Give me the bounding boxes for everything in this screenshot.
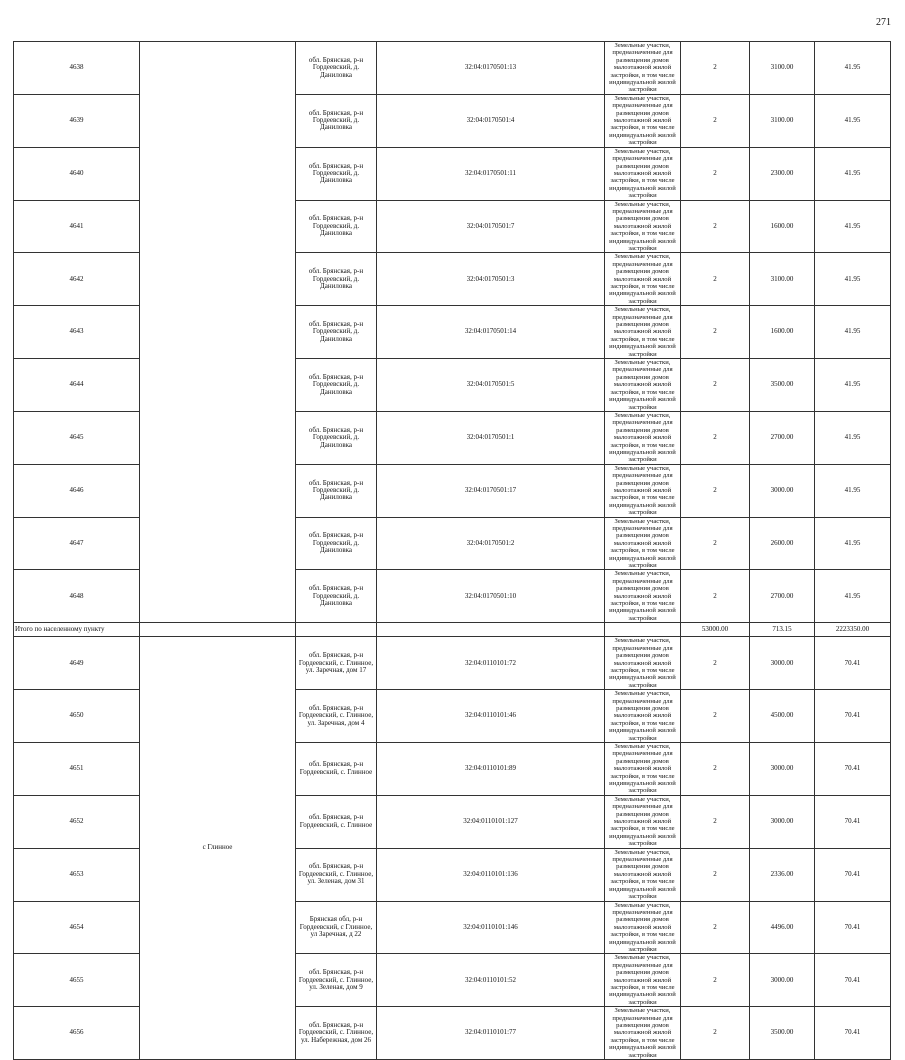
cadastral-number: 32:04:0110101:52 — [377, 954, 605, 1007]
cadastral-number: 32:04:0110101:72 — [377, 637, 605, 690]
cadastral-number: 32:04:0170501:1 — [377, 411, 605, 464]
total-empty-cell — [296, 623, 377, 637]
land-use-cell: Земельные участки, предназначенные для размещения домов малоэтажной жилой застройки, в том числе индивидуальной жилой застройки — [605, 570, 681, 623]
land-use-cell: Земельные участки, предназначенные для размещения домов малоэтажной жилой застройки, в том числе индивидуальной жилой застройки — [605, 637, 681, 690]
rate-cell: 41.95 — [815, 517, 891, 570]
land-use-cell: Земельные участки, предназначенные для размещения домов малоэтажной жилой застройки, в том числе индивидуальной жилой застройки — [605, 253, 681, 306]
total-area: 53000.00 — [681, 623, 750, 637]
rate-cell: 41.95 — [815, 359, 891, 412]
address-cell: обл. Брянская, р-н Гордеевский, с. Глинное, ул. Зеленая, дом 31 — [296, 848, 377, 901]
cadastral-number: 32:04:0170501:7 — [377, 200, 605, 253]
area-cell: 1600.00 — [750, 306, 815, 359]
rate-cell: 41.95 — [815, 411, 891, 464]
address-cell: обл. Брянская, р-н Гордеевский, д. Даниловка — [296, 570, 377, 623]
rate-cell: 70.41 — [815, 848, 891, 901]
category-cell: 2 — [681, 690, 750, 743]
cadastral-number: 32:04:0110101:46 — [377, 690, 605, 743]
area-cell: 1600.00 — [750, 200, 815, 253]
land-use-cell: Земельные участки, предназначенные для размещения домов малоэтажной жилой застройки, в том числе индивидуальной жилой застройки — [605, 411, 681, 464]
area-cell: 3100.00 — [750, 42, 815, 95]
row-number: 4648 — [14, 570, 140, 623]
rate-cell: 41.95 — [815, 94, 891, 147]
area-cell: 4496.00 — [750, 901, 815, 954]
table-row — [14, 42, 891, 95]
cadastral-number: 32:04:0170501:2 — [377, 517, 605, 570]
category-cell: 2 — [681, 253, 750, 306]
row-number: 4646 — [14, 464, 140, 517]
row-number: 4656 — [14, 1007, 140, 1060]
row-number: 4653 — [14, 848, 140, 901]
total-label: Итого по населенному пункту — [14, 623, 140, 637]
rate-cell: 70.41 — [815, 690, 891, 743]
area-cell: 3100.00 — [750, 253, 815, 306]
row-number: 4645 — [14, 411, 140, 464]
category-cell: 2 — [681, 464, 750, 517]
area-cell: 3000.00 — [750, 637, 815, 690]
rate-cell: 70.41 — [815, 637, 891, 690]
page-number: 271 — [876, 17, 891, 28]
category-cell: 2 — [681, 901, 750, 954]
category-cell: 2 — [681, 411, 750, 464]
area-cell: 4500.00 — [750, 690, 815, 743]
rate-cell: 70.41 — [815, 742, 891, 795]
rate-cell: 41.95 — [815, 253, 891, 306]
category-cell: 2 — [681, 795, 750, 848]
category-cell: 2 — [681, 742, 750, 795]
rate-cell: 41.95 — [815, 42, 891, 95]
address-cell: обл. Брянская, р-н Гордеевский, д. Даниловка — [296, 359, 377, 412]
category-cell: 2 — [681, 637, 750, 690]
address-cell: обл. Брянская, р-н Гордеевский, д. Даниловка — [296, 306, 377, 359]
total-rate: 713.15 — [750, 623, 815, 637]
address-cell: обл. Брянская, р-н Гордеевский, д. Даниловка — [296, 517, 377, 570]
address-cell: обл. Брянская, р-н Гордеевский, д. Даниловка — [296, 42, 377, 95]
cadastral-number: 32:04:0110101:127 — [377, 795, 605, 848]
row-number: 4651 — [14, 742, 140, 795]
category-cell: 2 — [681, 1007, 750, 1060]
rate-cell: 70.41 — [815, 795, 891, 848]
category-cell: 2 — [681, 94, 750, 147]
category-cell: 2 — [681, 147, 750, 200]
category-cell: 2 — [681, 306, 750, 359]
land-use-cell: Земельные участки, предназначенные для размещения домов малоэтажной жилой застройки, в том числе индивидуальной жилой застройки — [605, 306, 681, 359]
cadastral-number: 32:04:0170501:5 — [377, 359, 605, 412]
address-cell: обл. Брянская, р-н Гордеевский, д. Даниловка — [296, 200, 377, 253]
row-number: 4640 — [14, 147, 140, 200]
rate-cell: 41.95 — [815, 464, 891, 517]
land-use-cell: Земельные участки, предназначенные для размещения домов малоэтажной жилой застройки, в том числе индивидуальной жилой застройки — [605, 690, 681, 743]
total-value: 2223350.00 — [815, 623, 891, 637]
cadastral-number: 32:04:0170501:13 — [377, 42, 605, 95]
table-row — [14, 637, 891, 690]
cadastral-number: 32:04:0110101:89 — [377, 742, 605, 795]
table-body-danilovka — [14, 42, 891, 623]
row-number: 4642 — [14, 253, 140, 306]
row-number: 4644 — [14, 359, 140, 412]
address-cell: обл. Брянская, р-н Гордеевский, д. Даниловка — [296, 147, 377, 200]
area-cell: 3000.00 — [750, 464, 815, 517]
land-use-cell: Земельные участки, предназначенные для размещения домов малоэтажной жилой застройки, в том числе индивидуальной жилой застройки — [605, 742, 681, 795]
row-number: 4643 — [14, 306, 140, 359]
address-cell: обл. Брянская, р-н Гордеевский, д. Даниловка — [296, 253, 377, 306]
category-cell: 2 — [681, 359, 750, 412]
land-use-cell: Земельные участки, предназначенные для размещения домов малоэтажной жилой застройки, в том числе индивидуальной жилой застройки — [605, 200, 681, 253]
address-cell: обл. Брянская, р-н Гордеевский, с. Глинное, ул. Заречная, дом 4 — [296, 690, 377, 743]
settlement-total — [14, 623, 891, 637]
cadastral-number: 32:04:0170501:11 — [377, 147, 605, 200]
row-number: 4652 — [14, 795, 140, 848]
settlement-name — [140, 42, 296, 623]
address-cell: обл. Брянская, р-н Гордеевский, с. Глинное, ул. Набережная, дом 26 — [296, 1007, 377, 1060]
land-use-cell: Земельные участки, предназначенные для размещения домов малоэтажной жилой застройки, в том числе индивидуальной жилой застройки — [605, 954, 681, 1007]
rate-cell: 70.41 — [815, 954, 891, 1007]
area-cell: 2700.00 — [750, 570, 815, 623]
cadastral-number: 32:04:0110101:136 — [377, 848, 605, 901]
rate-cell: 70.41 — [815, 901, 891, 954]
land-use-cell: Земельные участки, предназначенные для размещения домов малоэтажной жилой застройки, в том числе индивидуальной жилой застройки — [605, 42, 681, 95]
land-use-cell: Земельные участки, предназначенные для размещения домов малоэтажной жилой застройки, в том числе индивидуальной жилой застройки — [605, 517, 681, 570]
row-number: 4655 — [14, 954, 140, 1007]
row-number: 4649 — [14, 637, 140, 690]
area-cell: 3100.00 — [750, 94, 815, 147]
address-cell: обл. Брянская, р-н Гордеевский, с. Глинное, ул. Зеленая, дом 9 — [296, 954, 377, 1007]
land-use-cell: Земельные участки, предназначенные для размещения домов малоэтажной жилой застройки, в том числе индивидуальной жилой застройки — [605, 848, 681, 901]
address-cell: обл. Брянская, р-н Гордеевский, д. Даниловка — [296, 411, 377, 464]
rate-cell: 70.41 — [815, 1007, 891, 1060]
rate-cell: 41.95 — [815, 570, 891, 623]
total-row — [14, 623, 891, 637]
cadastral-number: 32:04:0170501:4 — [377, 94, 605, 147]
rate-cell: 41.95 — [815, 306, 891, 359]
area-cell: 2600.00 — [750, 517, 815, 570]
land-use-cell: Земельные участки, предназначенные для размещения домов малоэтажной жилой застройки, в том числе индивидуальной жилой застройки — [605, 147, 681, 200]
category-cell: 2 — [681, 200, 750, 253]
cadastral-number: 32:04:0110101:77 — [377, 1007, 605, 1060]
address-cell: обл. Брянская, р-н Гордеевский, с. Глинное — [296, 742, 377, 795]
category-cell: 2 — [681, 954, 750, 1007]
address-cell: обл. Брянская, р-н Гордеевский, д. Даниловка — [296, 94, 377, 147]
land-use-cell: Земельные участки, предназначенные для размещения домов малоэтажной жилой застройки, в том числе индивидуальной жилой застройки — [605, 901, 681, 954]
address-cell: обл. Брянская, р-н Гордеевский, с. Глинное, ул. Заречная, дом 17 — [296, 637, 377, 690]
land-use-cell: Земельные участки, предназначенные для размещения домов малоэтажной жилой застройки, в том числе индивидуальной жилой застройки — [605, 1007, 681, 1060]
area-cell: 2700.00 — [750, 411, 815, 464]
settlement-name: с Глинное — [140, 637, 296, 1060]
land-use-cell: Земельные участки, предназначенные для размещения домов малоэтажной жилой застройки, в том числе индивидуальной жилой застройки — [605, 464, 681, 517]
address-cell: обл. Брянская, р-н Гордеевский, с. Глинное — [296, 795, 377, 848]
area-cell: 3000.00 — [750, 954, 815, 1007]
row-number: 4647 — [14, 517, 140, 570]
area-cell: 3000.00 — [750, 742, 815, 795]
area-cell: 2300.00 — [750, 147, 815, 200]
address-cell: Брянская обл, р-н Гордеевский, с Глинное, ул Заречная, д 22 — [296, 901, 377, 954]
row-number: 4654 — [14, 901, 140, 954]
cadastral-number: 32:04:0170501:10 — [377, 570, 605, 623]
cadastral-number: 32:04:0170501:14 — [377, 306, 605, 359]
land-use-cell: Земельные участки, предназначенные для размещения домов малоэтажной жилой застройки, в том числе индивидуальной жилой застройки — [605, 94, 681, 147]
address-cell: обл. Брянская, р-н Гордеевский, д. Даниловка — [296, 464, 377, 517]
rate-cell: 41.95 — [815, 200, 891, 253]
land-cadastral-value-table — [13, 41, 891, 1060]
row-number: 4639 — [14, 94, 140, 147]
row-number: 4650 — [14, 690, 140, 743]
area-cell: 3000.00 — [750, 795, 815, 848]
total-empty-cell — [377, 623, 605, 637]
area-cell: 3500.00 — [750, 1007, 815, 1060]
cadastral-number: 32:04:0110101:146 — [377, 901, 605, 954]
area-cell: 3500.00 — [750, 359, 815, 412]
row-number: 4638 — [14, 42, 140, 95]
cadastral-number: 32:04:0170501:17 — [377, 464, 605, 517]
area-cell: 2336.00 — [750, 848, 815, 901]
rate-cell: 41.95 — [815, 147, 891, 200]
category-cell: 2 — [681, 848, 750, 901]
table-body-glinnoe — [14, 637, 891, 1060]
land-use-cell: Земельные участки, предназначенные для размещения домов малоэтажной жилой застройки, в том числе индивидуальной жилой застройки — [605, 359, 681, 412]
land-use-cell: Земельные участки, предназначенные для размещения домов малоэтажной жилой застройки, в том числе индивидуальной жилой застройки — [605, 795, 681, 848]
total-empty-cell — [140, 623, 296, 637]
category-cell: 2 — [681, 517, 750, 570]
category-cell: 2 — [681, 42, 750, 95]
row-number: 4641 — [14, 200, 140, 253]
cadastral-number: 32:04:0170501:3 — [377, 253, 605, 306]
total-empty-cell — [605, 623, 681, 637]
category-cell: 2 — [681, 570, 750, 623]
